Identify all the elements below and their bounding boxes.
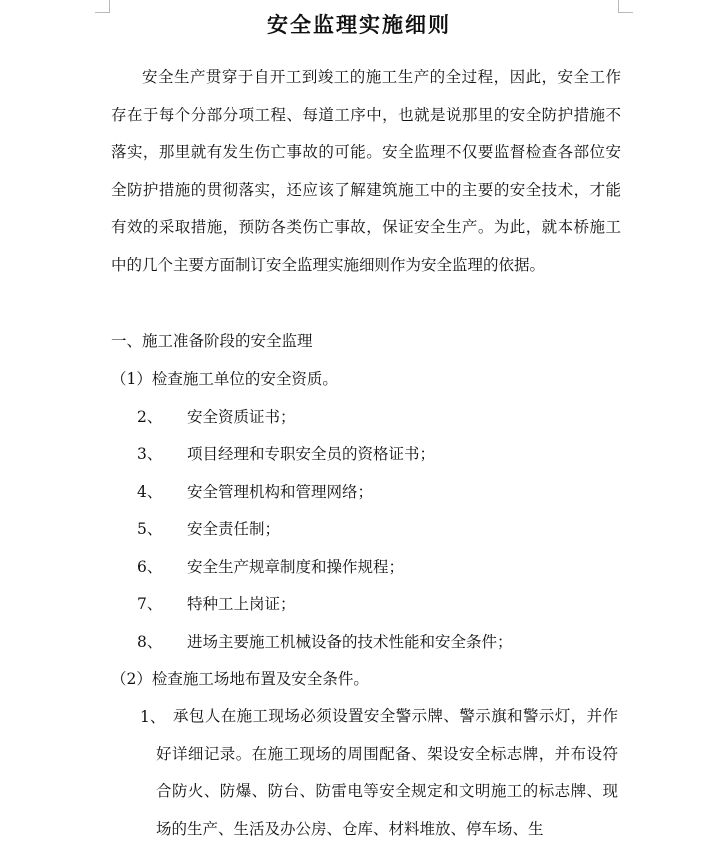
list-item-number: 5、	[137, 520, 163, 538]
subsection-heading: （2）检查施工场地布置及安全条件。	[111, 670, 369, 688]
list-item-number: 6、	[137, 558, 163, 576]
list-item-text: 安全资质证书；	[187, 408, 296, 426]
list-item-number: 3、	[137, 445, 163, 463]
list-item-text: 项目经理和专职安全员的资格证书；	[187, 445, 436, 463]
list-item-number: 7、	[137, 595, 163, 613]
list-item-text: 安全生产规章制度和操作规程；	[187, 558, 405, 576]
list-item-number: 1、	[140, 708, 166, 726]
list-item-text: 承包人在施工现场必须设置安全警示牌、警示旗和警示灯，并作好详细记录。在施工现场的周围配备、架设安全标志牌，并布设符合防火、防爆、防台、防雷电等安全规定和文明施工的标志牌、现场的生产、生活及办公房、仓库、材料堆放、停车场、生	[156, 707, 618, 838]
list-item-text: 安全管理机构和管理网络；	[187, 483, 374, 501]
document-title: 安全监理实施细则	[267, 12, 451, 37]
section-heading: 一、施工准备阶段的安全监理	[111, 332, 313, 350]
list-item-text: 特种工上岗证；	[187, 595, 296, 613]
intro-paragraph: 安全生产贯穿于自开工到竣工的施工生产的全过程，因此，安全工作存在于每个分部分项工程、每道工序中，也就是说那里的安全防护措施不落实，那里就有发生伤亡事故的可能。安全监理不仅要监督检查各部位安全防护措施的贯彻落实，还应该了解建筑施工中的主要的安全技术，才能有效的采取措施，预防各类伤亡事故，保证安全生产。为此，就本桥施工中的几个主要方面制订安全监理实施细则作为安全监理的依据。	[111, 68, 621, 274]
list-item-number: 4、	[137, 483, 163, 501]
list-item-text: 进场主要施工机械设备的技术性能和安全条件；	[187, 633, 513, 651]
list-item-text: 安全责任制；	[187, 520, 281, 538]
list-item-number: 2、	[137, 408, 163, 426]
list-item-number: 8、	[137, 633, 163, 651]
subsection-heading: （1）检查施工单位的安全资质。	[111, 370, 338, 388]
